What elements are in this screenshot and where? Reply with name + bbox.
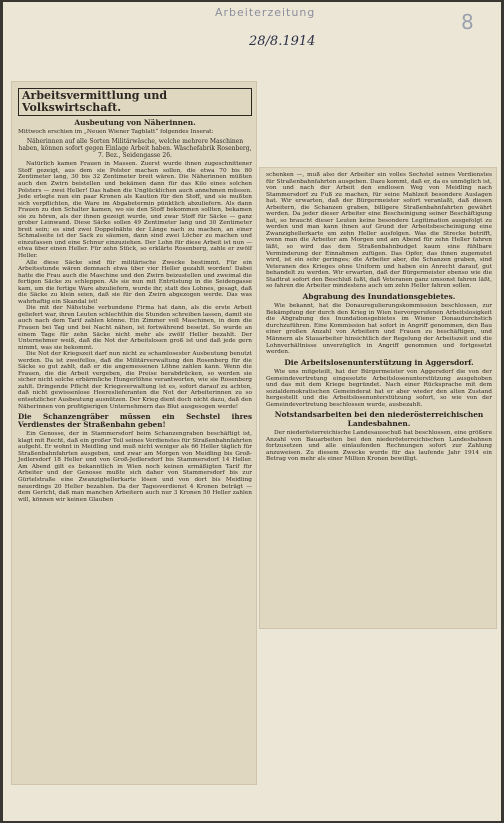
clipping-left [12,82,256,784]
article-paragraph: Wie bekannt, hat die Donauregulierungskommission beschlossen, zur Bekämpfung der durch den Krieg in Wien hervorgerufenen Arbeitslosigkeit die Abgrabung des Inundationsgebietes im Wiener Donaudurchstich durchzuführen. Eine Kommission hat sofort in Angriff genommen, den Bau einer großen Anzahl von Arbeitern und Frauen zu beschäftigen, und Männern als Stauarbeiter hinsichtlich der Regelung der Arbeitszeit und die Lohnverhältnisse unverzüglich in Angriff genommen und fortgesetzt werden. [266,303,492,356]
subheadline: Ausbeutung von Näherinnen. [74,118,196,127]
article-paragraph: schenken —, muß also der Arbeiter ein volles Sechstel seines Verdienstes für Straßenbahnfahrten ausgeben. Dazu kommt, daß er, da es unmöglich ist, von und nach der Arbeit den endlosen Weg von Meidling nach Stammersdorf zu Fuß zu machen, für seine Mahlzeit besondere Auslagen hat. Wir erwarten, daß der Bürgermeister sofort veranlaßt, daß diesen Arbeitern, die Schanzen graben, billigere Straßenbahnfahrten gewährt werden. Da jeder dieser Arbeiter eine Bescheinigung seiner Beschäftigung hat, so braucht dieser Leuten keine besondere Legitimation ausgefolgt zu werden und man kann ihnen auf Grund der Arbeitsbescheinigung eine Zwanzighellerkarte um zehn Heller ausfolgen. Was die Strecke betrifft, wenn man die Arbeiter am Morgen und am Abend für zehn Heller fahren läßt, so wird das dem Straßenbahnbudget kaum eine fühlbare Verminderung der Einnahmen zufügen. Das Opfer, das ihnen zugemutet wird, ist ein sehr geringes; die Arbeiter aber, die Schanzen graben, sind Veteranen des Krieges ohne Uniform und haben ein Anrecht darauf, gut behandelt zu werden. Wir erwarten, daß der Bürgermeister ebenso wie die Stadtrat sofort den Beschluß faßt, daß Veteranen ganz umsonst fahren läßt, so fahren die Arbeiter mindestens auch um zehn Heller fahren sollen. [266,172,492,290]
clipping-right [260,168,496,628]
main-headline: Arbeitsvermittlung und Volkswirtschaft. [18,88,252,116]
section-heading: Die Arbeitslosenunterstützung in Aggersdorf. [284,357,474,367]
newspaper-name-stamp: Arbeiterzeitung [215,6,316,19]
handwritten-date: 28/8.1914 [249,34,316,49]
article-paragraph: Die mit der Nähstube verbundene Firma hat dann, als die erste Arbeit geliefert war, ihren Leuten schlechthin die Stunden schreiben lassen, damit sie auch nach dem Tarif zahlen könne. Ein Zimmer voll Maschinen, in dem die Frauen bei Tag und bei Nacht nähen, ist fortwährend besetzt. So wurde an einem Tage für zehn Säcke nicht mehr als zwölf Heller bezahlt. Der Unternehmer weiß, daß die Not der Arbeitslosen groß ist und daß jede gern nimmt, was sie bekommt. [18,305,252,351]
intro-text: Mittwoch erschien im „Neuen Wiener Tagblatt“ folgendes Inserat: [18,129,214,136]
quoted-advertisement: Näherinnen auf alle Sorten Militärwäsche, welche mehrere Maschinen haben, können sofort gegen Einlage Arbeit haben. Wäschefabrik Rosenberg, 7. Bez., Seidengasse 26. [18,137,252,159]
article-paragraph: Ein Genosse, der in Stammersdorf beim Schanzengraben beschäftigt ist, klagt mit Recht, daß ein großer Teil seines Verdienstes für Straßenbahnfahrten aufgeht. Er wohnt in Meidling und muß nicht weniger als 66 Heller täglich für Straßenbahnfahrten ausgeben, und zwar am Morgen von Meidling bis Groß-Jedlersdorf 18 Heller und von Groß-Jedlersdorf bis Stammersdorf 14 Heller. Am Abend gilt es bekanntlich in Wien noch keinen ermäßigten Tarif für Arbeiter und der Genosse mußte sich daher von Stammersdorf bis zur Gürtelstraße eine Zwanzighellerkarte lösen und von dort bis Meidling neuerdings 20 Heller bezahlen. Da der Tagesverdienst 4 Kronen beträgt — dem Gericht, daß man manchen Arbeitern auch nur 3 Kronen 50 Heller zahlen will, können wir keinen Glauben [18,431,252,503]
left-article-column [18,86,252,503]
section-heading: Notstandsarbeiten bei den niederösterreichischen Landesbahnen. [274,410,484,428]
article-paragraph: Natürlich kamen Frauen in Massen. Zuerst wurde ihnen zugeschnittener Stoff gezeigt, aus dem sie Polster machen sollen, die etwa 70 bis 80 Zentimeter lang, 30 bis 32 Zentimeter breit wären. Die Näherinnen müßten auch den Zwirn beistellen und bekämen dann für das Kilo eines solchen Polsters — zwei Heller! Das haben die Unglücklichen auch annehmen müssen. Jede erlegte nun ein paar Kronen als Kaution für den Stoff, und sie mußten sich verpflichten, die Ware im Abgabetermin pünktlich abzuliefern. Als dann Frauen zu den Schalter kamen, wo sie den Stoff bekommen sollten, bekamen sie zu hören, als der ihnen gezeigt wurde, und zwar Stoff für Säcke — ganz grober Leinwand. Diese Säcke sollen 49 Zentimeter lang und 30 Zentimeter breit sein; es sind zwei Doppelnähte der Länge nach zu machen, an einer Schmalseite ist der Sack zu säumen, dann sind zwei Löcher zu machen und einzufassen und eine Schnur einzuziehen. Der Lohn für diese Arbeit ist nun — etwa über einen Heller. Für zehn Stück, so erklärte Rosenberg, zahle er zwölf Heller. [18,161,252,259]
page-header [3,2,501,72]
article-paragraph: Wie uns mitgeteilt, hat der Bürgermeister von Aggersdorf die von der Gemeindevertretung eingesetzte Arbeitslosenunterstützung ausgehoben und das mit dem Kriege begründet. Nach einer Rücksprache mit dem sozialdemokratischen Gemeinderat hat er aber wieder den alten Zustand hergestellt und die Arbeitslosenunterstützung sofort, so wie von der Gemeindevertretung beschlossen wurde, ausbezahlt. [266,369,492,408]
page-number: 8 [461,10,474,34]
article-paragraph: Der niederösterreichische Landesausschuß hat beschlossen, eine größere Anzahl von Bauarbeiten bei den niederösterreichischen Landesbahnen fortzusetzen und alle einlaufenden Rechnungen sofort zur Zahlung anzuweisen. Zu diesem Zwecke wurde für das laufende Jahr 1914 ein Betrag von mehr als einer Million Kronen bewilligt. [266,430,492,463]
section-heading: Abgrabung des Inundationsgebietes. [302,291,456,301]
article-paragraph: Alle diese Säcke sind für militärische Zwecke bestimmt. Für ein Arbeitsstunde wären demnach etwa über vier Heller gezahlt worden! Dabei hatte die Frau auch die Maschine und den Zwirn beizustellen und zweimal die fertigen Säcke zu schleppen. Als sie nun mit Entrüstung in die Seidengasse kam, um die fertige Ware abzuliefern, wurde ihr, statt des Lohnes, gesagt, daß die Säcke zu klein seien, daß sie für den Zwirn abgezogen werde. Das was wahrhaftig ein Skandal ist! [18,259,252,305]
clipping-page [3,2,501,821]
section-heading: Die Schanzengräber müssen ein Sechstel ihres Verdienstes der Straßenbahn geben! [18,412,252,430]
article-paragraph: Die Not der Kriegszeit darf nun nicht zu schamlosester Ausbeutung benutzt werden. Da ist zweifellos, daß die Militärverwaltung den Rosenberg für die Säcke so gut zahlt, daß er die angemessenen Löhne zahlen kann. Wenn die Frauen, die die Arbeit vergeben, die Preise herabdrücken, so werden sie sicher nicht solche erbärmliche Hungerlöhne verantworten, wie sie Rosenberg zahlt. Dringende Pflicht der Kriegsverwaltung ist es, sofort darauf zu achten, daß nicht gewissenlose Heereslieferanten die Not der Arbeiterinnen zu so entsetzlicher Ausbeutung ausnützen. Der Krieg dient doch nicht dazu, daß den Näherinnen von profitgierigen Unternehmern das Blut ausgesogen werde! [18,351,252,410]
right-article-column [266,172,492,463]
